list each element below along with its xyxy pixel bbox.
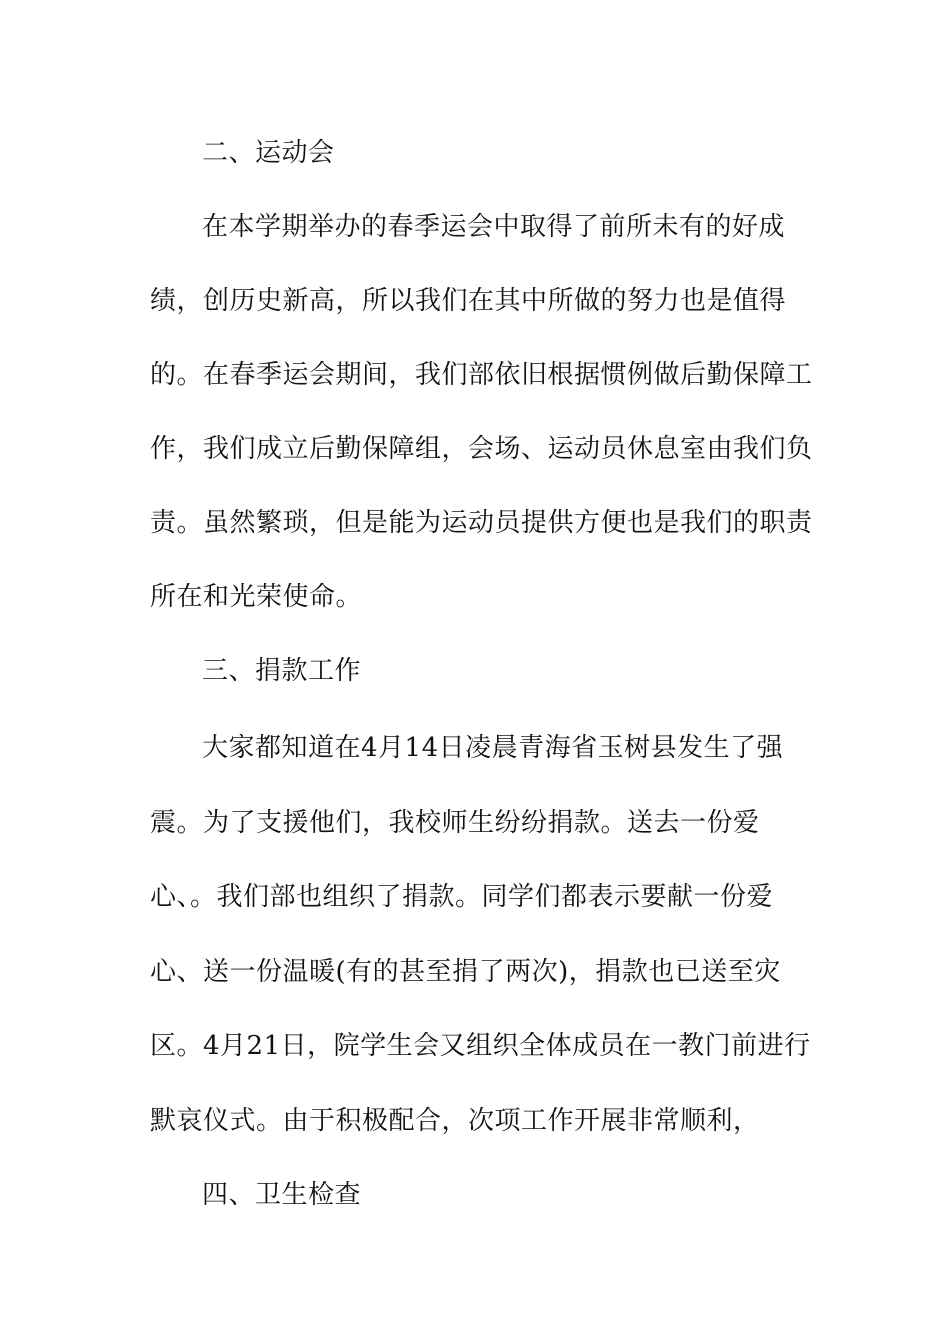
heading-donation: 三、捐款工作	[202, 656, 362, 686]
heading-hygiene-check: 四、卫生检查	[202, 1180, 362, 1210]
paragraph-line: 震。为了支援他们，我校师生纷纷捐款。送去一份爱	[150, 808, 760, 838]
paragraph-line: 大家都知道在4月14日凌晨青海省玉树县发生了强	[202, 733, 784, 763]
paragraph-line: 在本学期举办的春季运会中取得了前所未有的好成	[202, 212, 786, 242]
paragraph-line: 的。在春季运会期间，我们部依旧根据惯例做后勤保障工	[150, 360, 813, 390]
paragraph-line: 区。4月21日，院学生会又组织全体成员在一教门前进行	[150, 1031, 811, 1061]
paragraph-line: 所在和光荣使命。	[150, 582, 363, 612]
paragraph-line: 心、。我们部也组织了捐款。同学们都表示要献一份爱	[150, 882, 774, 912]
paragraph-line: 责。虽然繁琐，但是能为运动员提供方便也是我们的职责	[150, 508, 813, 538]
paragraph-line: 作，我们成立后勤保障组，会场、运动员休息室由我们负	[150, 434, 813, 464]
paragraph-line: 心、送一份温暖(有的甚至捐了两次)，捐款也已送至灾	[150, 957, 781, 987]
paragraph-line: 默哀仪式。由于积极配合，次项工作开展非常顺利，	[150, 1106, 760, 1136]
paragraph-line: 绩，创历史新高，所以我们在其中所做的努力也是值得	[150, 286, 787, 316]
heading-sports-meet: 二、运动会	[202, 138, 335, 168]
